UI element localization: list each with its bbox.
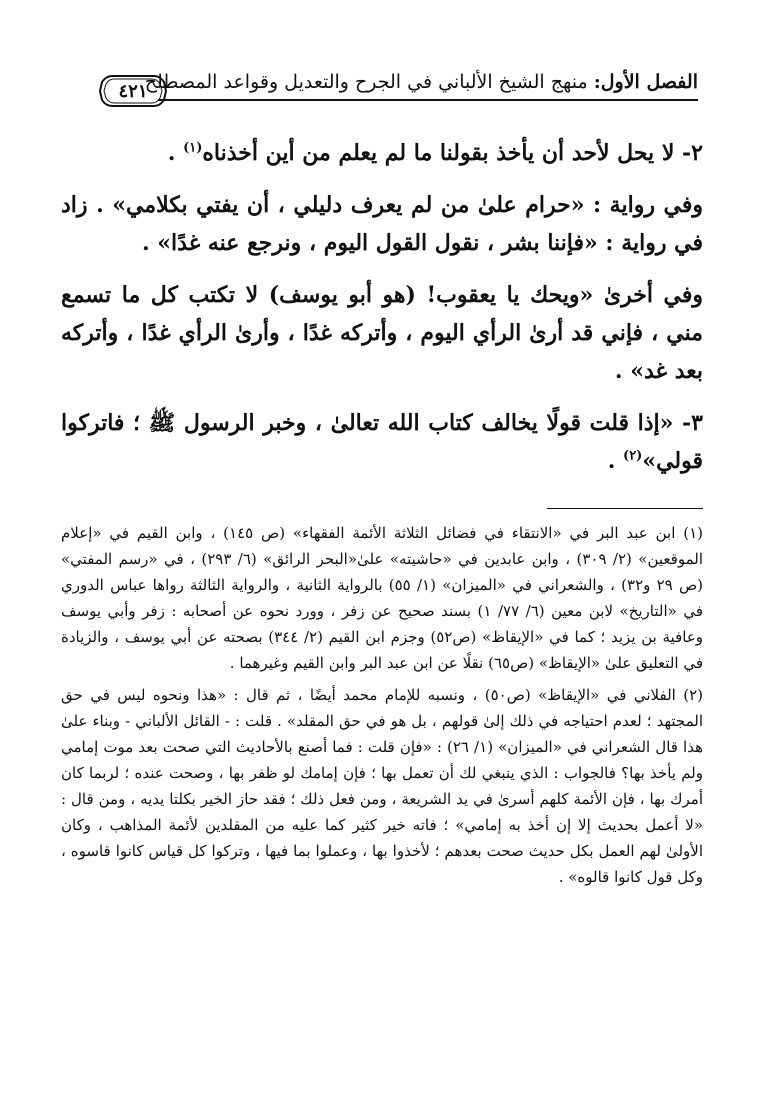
item-2-end: . [167, 140, 184, 166]
main-text [61, 134, 703, 480]
footnote-2 [61, 682, 703, 890]
header-rule [158, 99, 698, 101]
footnote-1 [61, 520, 703, 676]
item-2-number: ٢- [682, 140, 703, 166]
footnote-1-text: ابن عبد البر في «الانتقاء في فضائل الثلاثة الأئمة الفقهاء» (ص ١٤٥) ، وابن القيم في «إعلام الموقعين» (٢/ ٣٠٩) ، وابن عابدين في «حاشيته» علىٰ«البحر الرائق» (٦/ ٢٩٣) ، في «رسم المفتي» (ص ٢٩ و٣٢) ، والشعراني في «الميزان» (١/ ٥٥) بالرواية الثانية ، والرواية الثالثة رواها عباس الدوري في «التاريخ» لابن معين (٦/ ٧٧/ ١) بسند صحيح عن زفر ، وورد نحوه عن أصحابه : زفر وأبي يوسف وعافية بن يزيد ؛ كما في «الإيقاظ» (ص٥٢) وجزم ابن القيم (٢/ ٣٤٤) بصحته عن أبي يوسف ، والزيادة في التعليق علىٰ «الإيقاظ» (ص٦٥) نقلًا عن ابن عبد البر وابن القيم وغيرهما . [61, 524, 704, 672]
item-3 [61, 404, 703, 480]
item-2 [61, 134, 703, 172]
chapter-title: منهج الشيخ الألباني في الجرح والتعديل وقواعد المصطلح [144, 71, 594, 93]
chapter-label: الفصل الأول: [593, 71, 698, 93]
footnote-2-mark: (٢) [683, 686, 703, 704]
item-3-text: «إذا قلت قولًا يخالف كتاب الله تعالىٰ ، وخبر الرسول ﷺ ؛ فاتركوا قولي» [61, 410, 703, 474]
paragraph-ukhra: وفي أخرىٰ «ويحك يا يعقوب! (هو أبو يوسف) لا تكتب كل ما تسمع مني ، فإني قد أرىٰ الرأي اليوم ، وأتركه غدًا ، وأرىٰ الرأي غدًا ، وأتركه بعد غد» . [61, 282, 703, 384]
page-header [98, 62, 698, 114]
footnote-2-text: الفلاني في «الإيقاظ» (ص٥٠) ، ونسبه للإمام محمد أيضًا ، ثم قال : «هذا ونحوه ليس في حق المجتهد ؛ لعدم احتياجه في ذلك إلىٰ قولهم ، بل هو في حق المقلد» . قلت : - القائل الألباني - وبناء علىٰ هذا قال الشعراني في «الميزان» (١/ ٢٦) : «فإن قلت : فما أصنع بالأحاديث التي صحت بعد موت إمامي ولم يأخذ بها؟ فالجواب : الذي ينبغي لك أن تعمل بها ؛ فإن إمامك لو ظفر بها ، وصحت عنده ؛ لربما كان أمرك بها ، فإن الأئمة كلهم أسرىٰ في يد الشريعة ، ومن فعل ذلك ؛ فقد حاز الخير بكلتا يديه ، ومن قال : «لا أعمل بحديث إلا إن أخذ به إمامي» ؛ فاته خير كثير كما عليه من المقلدين لأئمة المذاهب ، وكان الأولىٰ لهم العمل بكل حديث صحت بعدهم ؛ لأخذوا بها ، وعملوا بما فيها ، وتركوا كل قياس كانوا قاسوه ، وكل قول كانوا قالوه» . [61, 686, 703, 886]
item-3-number: ٣- [682, 410, 703, 436]
item-3-end: . [607, 448, 624, 474]
running-title [144, 68, 698, 96]
paragraph-riwaya: وفي رواية : «حرام علىٰ من لم يعرف دليلي ، أن يفتي بكلامي» . زاد في رواية : «فإننا بشر ، نقول القول اليوم ، ونرجع عنه غدًا» . [61, 192, 703, 256]
footnotes [61, 520, 703, 896]
footnote-ref-1: (١) [183, 140, 203, 156]
page-number-badge [98, 74, 168, 108]
footnote-ref-2: (٢) [623, 448, 643, 464]
item-2-text: لا يحل لأحد أن يأخذ بقولنا ما لم يعلم من أين أخذناه [202, 140, 683, 166]
footnote-1-mark: (١) [683, 524, 704, 542]
page-number: ٤٢١ [118, 80, 148, 102]
footnote-separator [547, 508, 703, 509]
